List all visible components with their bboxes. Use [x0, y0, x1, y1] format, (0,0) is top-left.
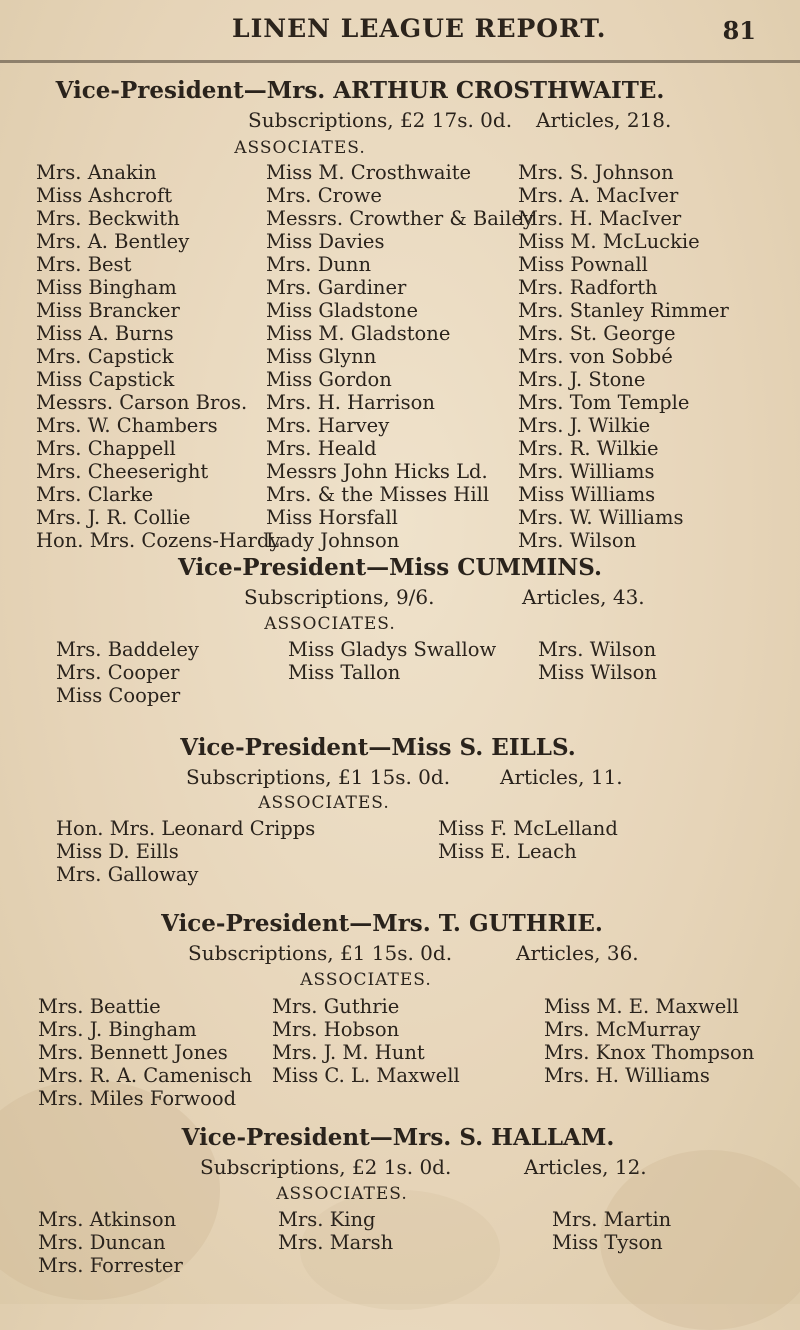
- associate-name: Messrs. Carson Bros.: [36, 391, 248, 414]
- associate-name: Miss Tallon: [288, 661, 401, 684]
- associate-name: Miss M. Crosthwaite: [266, 161, 472, 184]
- subscriptions-line: Subscriptions, £2 17s. 0d.: [248, 108, 513, 132]
- associates-column-2: [438, 817, 618, 863]
- associate-name: Mrs. Beckwith: [36, 207, 180, 230]
- articles-line: Articles, 43.: [522, 585, 645, 609]
- associate-name: Miss Gladys Swallow: [288, 638, 497, 661]
- articles-line: Articles, 36.: [516, 941, 639, 965]
- articles-line: Articles, 11.: [500, 765, 623, 789]
- associates-column-1: [56, 638, 199, 707]
- associate-name: Miss F. McLelland: [438, 817, 618, 840]
- associate-name: Mrs. Stanley Rimmer: [518, 299, 729, 322]
- associates-column-2: [278, 1208, 393, 1254]
- vice-president-heading: Vice-President—Mrs. ARTHUR CROSTHWAITE.: [55, 77, 665, 104]
- associate-name: Lady Johnson: [266, 529, 400, 552]
- associate-name: Miss M. McLuckie: [518, 230, 700, 253]
- associate-name: Mrs. W. Chambers: [36, 414, 218, 437]
- associate-name: Mrs. Dunn: [266, 253, 372, 276]
- associate-name: Mrs. Wilson: [518, 529, 637, 552]
- associate-name: Mrs. Miles Forwood: [38, 1087, 237, 1110]
- associate-name: Mrs. Forrester: [38, 1254, 183, 1277]
- associate-name: Mrs. Knox Thompson: [544, 1041, 755, 1064]
- associate-name: Miss Gordon: [266, 368, 392, 391]
- associate-name: Mrs. Anakin: [36, 161, 157, 184]
- associates-heading: ASSOCIATES.: [234, 138, 366, 158]
- associate-name: Mrs. Chappell: [36, 437, 176, 460]
- associate-name: Mrs. Heald: [266, 437, 377, 460]
- associate-name: Mrs. J. Wilkie: [518, 414, 651, 437]
- associate-name: Miss Davies: [266, 230, 385, 253]
- associate-name: Mrs. Best: [36, 253, 132, 276]
- associate-name: Miss M. Gladstone: [266, 322, 451, 345]
- subscriptions-line: Subscriptions, 9/6.: [244, 585, 435, 609]
- associate-name: Miss E. Leach: [438, 840, 577, 863]
- running-head: [0, 14, 800, 50]
- associate-name: Mrs. Marsh: [278, 1231, 394, 1254]
- associates-heading: ASSOCIATES.: [276, 1184, 408, 1204]
- associates-heading: ASSOCIATES.: [264, 614, 396, 634]
- associate-name: Mrs. Galloway: [56, 863, 199, 886]
- vice-president-heading: Vice-President—Mrs. T. GUTHRIE.: [161, 910, 603, 937]
- associates-column-3: [544, 995, 754, 1087]
- articles-line: Articles, 12.: [524, 1155, 647, 1179]
- associates-heading: ASSOCIATES.: [300, 970, 432, 990]
- subscriptions-line: Subscriptions, £1 15s. 0d.: [188, 941, 453, 965]
- associate-name: Miss Gladstone: [266, 299, 419, 322]
- associate-name: Mrs. King: [278, 1208, 376, 1231]
- associate-name: Mrs. Duncan: [38, 1231, 166, 1254]
- associate-name: Mrs. A. Bentley: [36, 230, 190, 253]
- associate-name: Mrs. Williams: [518, 460, 655, 483]
- associate-name: Mrs. J. Stone: [518, 368, 646, 391]
- associate-name: Miss Cooper: [56, 684, 181, 707]
- associate-name: Mrs. H. MacIver: [518, 207, 682, 230]
- vice-president-heading: Vice-President—Mrs. S. HALLAM.: [181, 1124, 615, 1151]
- associate-name: Mrs. Tom Temple: [518, 391, 690, 414]
- associate-name: Miss Ashcroft: [36, 184, 173, 207]
- associate-name: Mrs. W. Williams: [518, 506, 684, 529]
- associates-column-1: [56, 817, 315, 886]
- associate-name: Mrs. Hobson: [272, 1018, 400, 1041]
- page-title: LINEN LEAGUE REPORT.: [232, 14, 607, 43]
- associate-name: Messrs. Crowther & Bailey: [266, 207, 534, 230]
- associate-name: Mrs. R. A. Camenisch: [38, 1064, 253, 1087]
- associate-name: Mrs. Atkinson: [38, 1208, 177, 1231]
- associates-column-1: [36, 161, 280, 552]
- associates-heading: ASSOCIATES.: [258, 793, 390, 813]
- associate-name: Miss Wilson: [538, 661, 657, 684]
- associate-name: Miss Bingham: [36, 276, 177, 299]
- associate-name: Mrs. Bennett Jones: [38, 1041, 228, 1064]
- associate-name: Mrs. Guthrie: [272, 995, 400, 1018]
- associate-name: Mrs. Gardiner: [266, 276, 407, 299]
- page-number: 81: [722, 16, 756, 45]
- associate-name: Mrs. Radforth: [518, 276, 658, 299]
- associates-column-3: [518, 161, 729, 552]
- vice-president-heading: Vice-President—Miss S. EILLS.: [180, 734, 576, 761]
- associate-name: Mrs. J. R. Collie: [36, 506, 191, 529]
- associate-name: Mrs. & the Misses Hill: [266, 483, 490, 506]
- associate-name: Mrs. Clarke: [36, 483, 154, 506]
- associate-name: Miss Horsfall: [266, 506, 398, 529]
- header-rule: [0, 60, 800, 63]
- associate-name: Miss C. L. Maxwell: [272, 1064, 460, 1087]
- associate-name: Mrs. McMurray: [544, 1018, 701, 1041]
- associate-name: Miss D. Eills: [56, 840, 179, 863]
- associates-column-2: [272, 995, 460, 1087]
- associate-name: Mrs. Crowe: [266, 184, 382, 207]
- associate-name: Hon. Mrs. Leonard Cripps: [56, 817, 316, 840]
- associates-column-1: [38, 1208, 183, 1277]
- associates-column-3: [538, 638, 657, 684]
- associates-column-1: [38, 995, 252, 1110]
- vice-president-heading: Vice-President—Miss CUMMINS.: [177, 554, 603, 581]
- articles-line: Articles, 218.: [536, 108, 672, 132]
- associate-name: Miss Williams: [518, 483, 656, 506]
- associate-name: Mrs. J. M. Hunt: [272, 1041, 425, 1064]
- associate-name: Mrs. Baddeley: [56, 638, 199, 661]
- associate-name: Mrs. Cheeseright: [36, 460, 209, 483]
- subscriptions-line: Subscriptions, £2 1s. 0d.: [200, 1155, 452, 1179]
- associate-name: Messrs John Hicks Ld.: [266, 460, 488, 483]
- associate-name: Miss Glynn: [266, 345, 377, 368]
- associate-name: Mrs. Martin: [552, 1208, 672, 1231]
- associate-name: Mrs. H. Harrison: [266, 391, 435, 414]
- associate-name: Miss Brancker: [36, 299, 180, 322]
- associate-name: Miss M. E. Maxwell: [544, 995, 739, 1018]
- associate-name: Miss Capstick: [36, 368, 175, 391]
- associate-name: Miss Pownall: [518, 253, 648, 276]
- associate-name: Mrs. J. Bingham: [38, 1018, 197, 1041]
- associate-name: Mrs. Cooper: [56, 661, 180, 684]
- associate-name: Mrs. S. Johnson: [518, 161, 674, 184]
- associate-name: Mrs. St. George: [518, 322, 676, 345]
- associate-name: Mrs. H. Williams: [544, 1064, 710, 1087]
- associates-column-3: [552, 1208, 671, 1254]
- associate-name: Mrs. R. Wilkie: [518, 437, 659, 460]
- associate-name: Mrs. Harvey: [266, 414, 390, 437]
- associate-name: Mrs. Capstick: [36, 345, 174, 368]
- associate-name: Miss Tyson: [552, 1231, 663, 1254]
- associates-column-2: [266, 161, 534, 552]
- associate-name: Miss A. Burns: [36, 322, 174, 345]
- associate-name: Mrs. A. MacIver: [518, 184, 679, 207]
- associate-name: Mrs. Beattie: [38, 995, 161, 1018]
- associates-column-2: [288, 638, 496, 684]
- subscriptions-line: Subscriptions, £1 15s. 0d.: [186, 765, 451, 789]
- associate-name: Mrs. Wilson: [538, 638, 657, 661]
- associate-name: Mrs. von Sobbé: [518, 345, 673, 368]
- associate-name: Hon. Mrs. Cozens-Hardy: [36, 529, 281, 552]
